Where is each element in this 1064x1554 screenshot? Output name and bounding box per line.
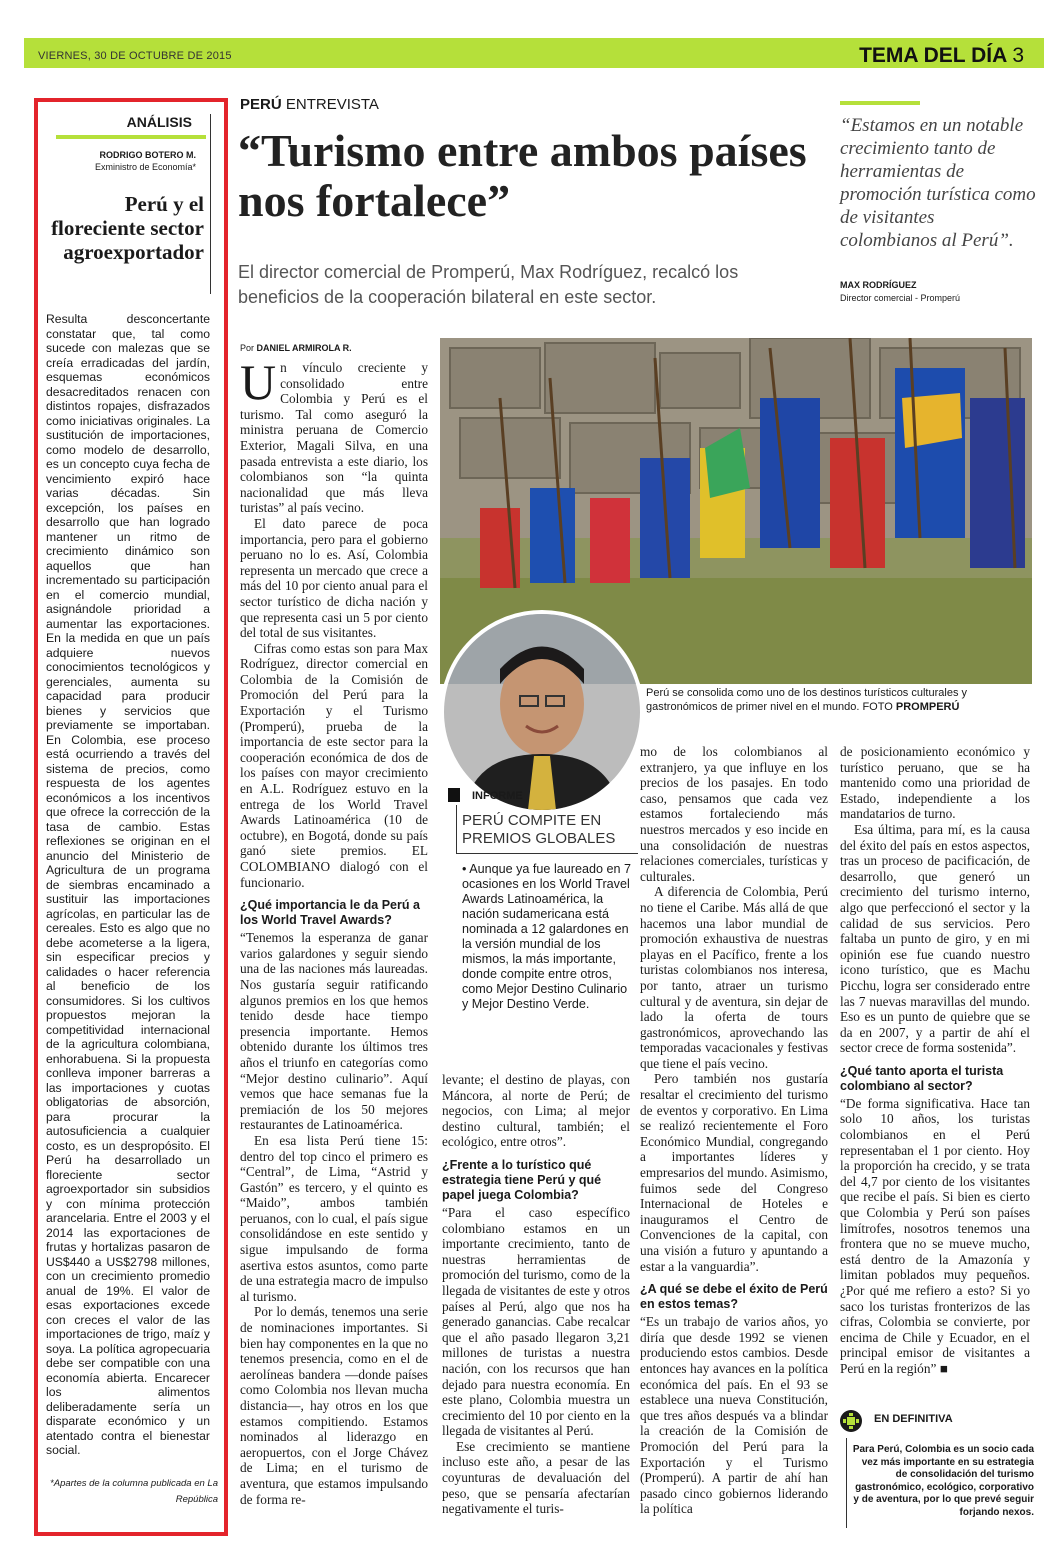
kicker-type: ENTREVISTA xyxy=(281,96,379,113)
analysis-footnote: *Apartes de la columna publicada en La República xyxy=(50,1478,218,1505)
interview-question: ¿Frente a lo turístico qué estrategia tiene Perú y qué papel juega Colombia? xyxy=(442,1157,602,1202)
caption-credit-prefix: FOTO xyxy=(859,701,896,713)
pull-quote: “Estamos en un notable crecimiento tanto de herramientas de promoción turística como de visitantes colombianos al Perú”. xyxy=(840,115,1036,251)
paragraph-text: n vínculo creciente y consolidado entre Colombia y Perú es el turismo. Tal como aseguró la ministra peruana de Comercio Exterior, Magali Silva, en una pasada entrevista a este diario, los colombianos son “la quinta nacionalidad que más lleva turistas” al país vecino. xyxy=(240,360,428,516)
article-paragraph: Por lo demás, tenemos una serie de nominaciones importantes. Si bien hay componentes en la que no tenemos presencia, como en el de aerolíneas bandera —donde países como Colombia nos llevan mucha distancia—, hay otros en los que estamos compitiendo. Estamos nominados al liderazgo en aeropuertos, con el Jorge Chávez de Lima; en el turismo de aventura, que estamos impulsando de forma re- xyxy=(240,1304,428,1507)
interview-question: ¿A qué se debe el éxito de Perú en estos temas? xyxy=(640,1282,828,1312)
article-paragraph: Cifras como estas son para Max Rodríguez, director comercial en Colombia de la Comisión de Promoción del Perú para la Exportación y el Turismo (Promperú), prueba de la importancia de este sector para la cooperación económica de dos de los países con mayor crecimiento en A.L. Rodríguez estuvo en la entrega de los World Travel Awards Latinoamérica (10 de octubre), en Bogotá, donde su país ganó siete premios. EL COLOMBIANO dialogó con el funcionario. xyxy=(240,640,428,890)
article-paragraph: levante; el destino de playas, con Máncora, al norte de Perú; de negocios, con Lima; al mejor destino cultural, también; el ecológico, entre otros”. xyxy=(442,1072,630,1150)
compass-glyph xyxy=(840,1410,862,1432)
analysis-body: Resulta desconcertante constatar que, tal como sucede con malezas que se creía erradicadas del jardín, esquemas económicos desacreditados renacen con distintos ropajes, disfrazados como iniciativas originales. La sustitución de importaciones, como modelo de desarrollo, es un concepto cuya fecha de vencimiento expiró hace varias décadas. Sin excepción, los países en desarrollo que han logrado mantener un ritmo de crecimiento dinámico son aquellos que han incrementado su participación en el comercio mundial, asignándole prioridad a aumentar las exportaciones. En la medida en que un país adquiere nuevos conocimientos tecnológicos y gerenciales, aumenta su capacidad para producir bienes y servicios que previamente se importaban. En Colombia, ese proceso está ocurriendo a través del sistema de precios, como respuesta de los agentes económicos a los incentivos que ofrece la corrección de la tasa de cambio. Estas reflexiones se originan en el anuncio del Ministerio de Agricultura de un programa de siembras encaminado a sustituir las importaciones agrícolas, en particular las de cereales. Esto es algo que no debe acometerse a la ligera, sin especificar precios y calidades o hacer referencia al beneficio de los consumidores. Si los cultivos propuestos mejoran la competitividad internacional de la agricultura colombiana, enhorabuena. Si la propuesta conlleva imponer barreras a las importaciones y cuotas obligatorias de absorción, para procurar la autosuficiencia a cualquier costo, es un despropósito. El Perú ha desarrollado un floreciente sector agroexportador sin subsidios y con mínima protección arancelaria. Entre el 2003 y el 2014 las exportaciones de frutas y hortalizas pasaron de US$440 a US$2798 millones, con un crecimiento promedio anual de 19%. El valor de esas exportaciones excede con creces el valor de las importaciones de trigo, maíz y soya. La política agropecuaria debe ser compatible con una economía abierta. Encarecer los alimentos deliberadamente sería un disparate económico y un atentado contra el bienestar social. xyxy=(46,312,210,1457)
informe-title: PERÚ COMPITE EN PREMIOS GLOBALES xyxy=(462,812,616,847)
informe-rule xyxy=(456,853,638,854)
definitiva-divider xyxy=(846,1438,847,1528)
photo-caption xyxy=(646,686,1032,714)
article-paragraph: Pero también nos gustaría resaltar el crecimiento del turismo de eventos y corporativo. En Lima se realizó recientemente el Foro Económico Mundial, congregando a importantes líderes y empresarios del mundo. Asimismo, fuimos sede del Congreso Internacional de Hoteles e inauguramos el Centro de Convenciones de la capital, con una visión a futuro y apuntando a estar a la vanguardia”. xyxy=(640,1071,828,1274)
informe-divider xyxy=(456,805,457,853)
article-subhead: El director comercial de Promperú, Max Rodríguez, recalcó los beneficios de la cooperación bilateral en este sector. xyxy=(238,262,739,307)
document-icon xyxy=(448,788,460,802)
article-paragraph: En esa lista Perú tiene 15: dentro del top cinco el primero es “Central”, de Lima, “Astrid y Gastón” es tercero, y el quinto es “Maido”, ambos también peruanos, con lo cual, el país sigue consolidándose en este sentido y sigue impulsando de forma asertiva estos asuntos, como parte de una estrategia macro de impulso al turismo. xyxy=(240,1132,428,1304)
definitiva-kicker: EN DEFINITIVA xyxy=(874,1413,953,1425)
caption-credit: PROMPERÚ xyxy=(895,701,960,713)
quote-accent-bar xyxy=(840,101,920,105)
page-number: 3 xyxy=(1012,44,1024,67)
article-column-3 xyxy=(640,744,828,1540)
byline-author: DANIEL ARMIROLA R. xyxy=(256,343,352,353)
pull-quote-role: Director comercial - Promperú xyxy=(840,293,961,303)
byline-prefix: Por xyxy=(240,343,257,353)
analysis-divider xyxy=(210,114,211,294)
analysis-author-role: Exministro de Economía* xyxy=(94,162,196,172)
caption-text: Perú se consolida como uno de los destinos turísticos culturales y gastronómicos de primer nivel en el mundo. xyxy=(646,687,967,713)
pull-quote-author: MAX RODRÍGUEZ xyxy=(840,280,917,290)
definitiva-body: Para Perú, Colombia es un socio cada vez más importante en su estrategia de consolidación del turismo gastronómico, ecológico, corporativo y de aventura, por lo que prevé seguir forjando nexos. xyxy=(852,1444,1034,1518)
article-kicker xyxy=(240,96,379,113)
compass-icon xyxy=(840,1410,862,1432)
analysis-kicker: ANÁLISIS xyxy=(126,114,192,130)
kicker-country: PERÚ xyxy=(240,96,282,113)
interview-question: ¿Qué tanto aporta el turista colombiano al sector? xyxy=(840,1063,1004,1093)
article-paragraph: “Tenemos la esperanza de ganar varios galardones y seguir siendo una de las naciones más laureadas. Nos gustaría seguir ratificando algunos premios en los que hemos tenido desde hace tiempo presencia importante. Hemos obtenido durante los últimos tres años el triunfo en categorías como “Mejor destino culinario”. Aquí vemos que hace semanas fue la premiación de los 50 mejores restaurantes de Latinoamérica. xyxy=(240,930,428,1133)
byline xyxy=(240,343,352,353)
article-paragraph: de posicionamiento económico y turístico peruano, que se ha mantenido como una prioridad de Estado, independiente a los mandatarios de turno. xyxy=(840,744,1030,822)
article-paragraph: Ese crecimiento se mantiene incluso este año, a pesar de las coyunturas de devaluación del peso, que se pensaría afectarían negativamente el turis- xyxy=(442,1438,630,1517)
dropcap: U xyxy=(240,360,277,410)
analysis-title: Perú y el floreciente sector agroexportador xyxy=(51,192,204,264)
interview-question: ¿Qué importancia le da Perú a los World Travel Awards? xyxy=(240,898,420,928)
article-paragraph: “De forma significativa. Hace tan solo 10 años, los turistas colombianos en el Perú representaban el 1 por ciento. Hoy la proporción ha crecido, y se trata del 4,7 por ciento de los visitantes que recibe el país. Si bien es cierto que Colombia y Perú son países limítrofes, nosotros tenemos una frontera que no se mueve mucho, está dentro de la Amazonía y limitan poblados muy pequeños. ¿Por qué me refiero a esto? Si yo saco los turistas fronterizos de las cifras, Colombia se convierte, por encima de Chile y Ecuador, en el principal emisor de visitantes a Perú en la región” ■ xyxy=(840,1095,1030,1376)
informe-kicker: INFORME xyxy=(472,790,523,802)
analysis-author: RODRIGO BOTERO M. xyxy=(99,150,196,160)
article-paragraph: mo de los colombianos al extranjero, ya que influye en los precios de los pasajes. En todo caso, pensamos que cada vez estamos fortaleciendo más nuestros mercados y eso incide en una consolidación de nuestras relaciones comerciales, turísticas y culturales. xyxy=(640,744,828,884)
portrait-illustration xyxy=(444,614,640,810)
article-paragraph: El dato parece de poca importancia, pero para el gobierno peruano no lo es. Así, Colombia representa un mercado que crece a más del 10 por ciento anual para el sector turístico de dicha nación y que representa casi un 5 por ciento del total de sus visitantes. xyxy=(240,515,428,641)
article-paragraph: “Para el caso específico colombiano estamos en un importante crecimiento, tanto de nuestras herramientas de promoción del turismo, como de la llegada de visitantes de este y otros países al Perú, algo que nos ha generado ganancias. Cabe recalcar que el año pasado llegaron 3,21 millones de turistas a nuestra nación, con los recursos que han dejado para nuestra economía. En este plano, Colombia muestra un crecimiento del 10 por ciento en la llegada de visitantes al Perú. xyxy=(442,1204,630,1439)
portrait-photo xyxy=(440,610,644,814)
article-paragraph: “Es un trabajo de varios años, yo diría que desde 1992 se vienen produciendo estos cambios. Desde entonces hay avances en la política económica del país. En el 93 se establece una nueva Constitución, que tres años después va a blindar la creación de la Comisión de Promoción del Perú para la Exportación y el Turismo (Promperú). A partir de ahí han pasado cinco gobiernos liderando la política xyxy=(640,1314,828,1517)
issue-date: VIERNES, 30 DE OCTUBRE DE 2015 xyxy=(38,50,232,62)
article-paragraph: Esa última, para mí, es la causa del éxito del país en estos aspectos, tras un proceso de pacificación, de desarrollo, que generó un crecimiento del turismo interno, algo que perfeccionó el sector y la calidad de sus servicios. Pero faltaba un punto de giro, y en mi opinión ese fue cuando nuestro icono turístico, que es Machu Picchu, logra ser considerado entre las 7 nuevas maravillas del mundo. Eso es un punto de quiebre que se da en 2007, y a partir de ahí el sector crece de forma sostenida”. xyxy=(840,821,1030,1056)
article-paragraph xyxy=(240,360,428,516)
article-column-4 xyxy=(840,744,1030,1404)
analysis-accent-bar xyxy=(56,135,206,139)
informe-body: • Aunque ya fue laureado en 7 ocasiones en los World Travel Awards Latinoamérica, la nación sudamericana está nominada a 12 galardones en la versión mundial de los mismos, la más importante, donde compite entre otros, como Mejor Destino Culinario y Mejor Destino Verde. xyxy=(462,862,631,1011)
section-label: TEMA DEL DÍA xyxy=(859,44,1007,67)
article-headline: “Turismo entre ambos países nos fortalece” xyxy=(238,125,807,226)
article-column-1 xyxy=(240,360,428,1540)
section-title xyxy=(859,44,1024,68)
article-column-2 xyxy=(442,1072,630,1540)
article-paragraph: A diferencia de Colombia, Perú no tiene el Caribe. Más allá de que hacemos una labor mundial de promoción exhaustiva de nuestras playas en el Pacífico, frente a los turistas colombianos nos interesa, por tanto, atraer un turismo cultural y de aventura, sin dejar de lado la oferta de tours gastronómicos, aprovechando las temporadas vacacionales y festivas que tiene el país vecino. xyxy=(640,884,828,1071)
